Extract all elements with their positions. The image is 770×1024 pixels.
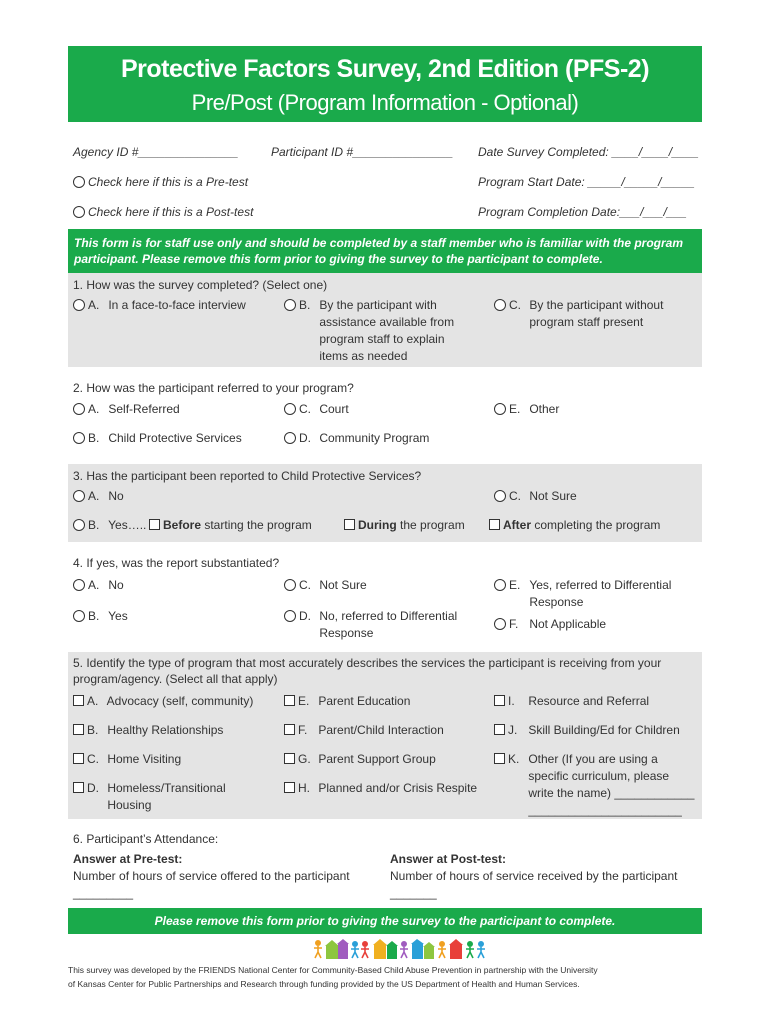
checkbox-square[interactable] — [344, 519, 355, 530]
footnote-line-1: This survey was developed by the FRIENDS National Center for Community-Based Child Abuse Prevention in partnership with the University — [68, 965, 598, 975]
option-label: Not Sure — [319, 578, 367, 592]
q5-option-j[interactable] — [494, 722, 680, 739]
question-4-section — [68, 550, 702, 650]
checkbox-square[interactable] — [284, 782, 295, 793]
option-label: Yes — [108, 609, 128, 623]
figures-graphic — [312, 938, 488, 960]
question-4-text: 4. If yes, was the report substantiated? — [73, 556, 280, 570]
question-5-text-cont: program/agency. (Select all that apply) — [73, 672, 278, 686]
option-letter: I. — [508, 694, 515, 708]
q2-option-c[interactable] — [284, 401, 349, 418]
option-label: Court — [319, 402, 349, 416]
during-label: During — [358, 518, 397, 532]
option-label: Parent Support Group — [318, 752, 436, 766]
pretest-hours-field[interactable]: _________ — [73, 886, 134, 900]
footnote-line-2: of Kansas Center for Public Partnerships and Research through funding provided by the US Department of Health and Human Services. — [68, 979, 580, 989]
option-label: Planned and/or Crisis Respite — [318, 781, 478, 795]
option-letter: E. — [509, 402, 521, 416]
checkbox-square[interactable] — [149, 519, 160, 530]
option-letter: H. — [298, 781, 310, 795]
q2-option-e[interactable] — [494, 401, 559, 418]
option-letter: D. — [299, 431, 311, 445]
checkbox-square[interactable] — [73, 724, 84, 735]
option-letter: C. — [299, 578, 311, 592]
option-label: No, referred to Differential — [319, 609, 458, 623]
option-letter: B. — [88, 609, 100, 623]
q4-option-d[interactable] — [284, 608, 457, 642]
radio-circle[interactable] — [284, 610, 296, 622]
friends-logo-figures — [312, 938, 488, 960]
option-letter: F. — [509, 617, 519, 631]
posttest-heading: Answer at Post-test: — [390, 852, 507, 866]
option-letter: B. — [88, 431, 100, 445]
option-letter: E. — [509, 578, 521, 592]
q2-option-a[interactable] — [73, 401, 180, 418]
option-letter: B. — [87, 723, 99, 737]
q5-option-k[interactable] — [494, 751, 694, 819]
radio-circle[interactable] — [494, 618, 506, 630]
option-label: specific curriculum, please — [528, 769, 670, 783]
radio-circle[interactable] — [73, 176, 85, 188]
question-5-section — [68, 652, 702, 819]
q5-option-e[interactable] — [284, 693, 410, 710]
posttest-label: Check here if this is a Post-test — [88, 205, 254, 219]
option-letter: A. — [87, 694, 99, 708]
staff-notice: This form is for staff use only and should be completed by a staff member who is familiar with the program participant. Please remove this form prior to giving the survey to the participant to complete. — [68, 229, 702, 273]
q5-option-g[interactable] — [284, 751, 436, 768]
radio-circle[interactable] — [73, 299, 85, 311]
option-label: Healthy Relationships — [107, 723, 224, 737]
posttest-hours-label: Number of hours of service received by the participant — [390, 869, 678, 883]
option-label: Not Applicable — [529, 617, 607, 631]
question-1-text: 1. How was the survey completed? (Select one) — [73, 278, 328, 292]
option-label: write the name) ____________ — [528, 786, 695, 800]
q3-option-a[interactable] — [73, 488, 124, 505]
option-label: Other (If you are using a — [528, 752, 658, 766]
page-subtitle: Pre/Post (Program Information - Optional) — [191, 90, 579, 115]
option-label: Parent/Child Interaction — [318, 723, 444, 737]
checkbox-square[interactable] — [73, 753, 84, 764]
option-letter: G. — [298, 752, 311, 766]
pretest-answer[interactable] — [73, 851, 350, 902]
option-letter: D. — [299, 609, 311, 623]
radio-circle[interactable] — [284, 432, 296, 444]
option-letter: C. — [87, 752, 99, 766]
radio-circle[interactable] — [494, 299, 506, 311]
option-letter: K. — [508, 752, 520, 766]
q1-option-b[interactable] — [284, 297, 454, 365]
option-label: Response — [529, 595, 584, 609]
before-label: Before — [163, 518, 202, 532]
option-letter: C. — [299, 402, 311, 416]
option-label: Self-Referred — [108, 402, 180, 416]
question-3-section — [68, 464, 702, 542]
during-suffix: the program — [396, 518, 465, 532]
question-2-text: 2. How was the participant referred to your program? — [73, 381, 354, 395]
agency-id-field[interactable]: Agency ID #_______________ — [73, 145, 239, 159]
option-label: Child Protective Services — [108, 431, 242, 445]
option-label: items as needed — [319, 349, 408, 363]
posttest-answer[interactable] — [390, 851, 677, 902]
page-title: Protective Factors Survey, 2nd Edition (PFS-2) — [120, 55, 650, 83]
option-letter: D. — [87, 781, 99, 795]
option-label: Skill Building/Ed for Children — [528, 723, 680, 737]
q5-option-i[interactable] — [494, 693, 649, 710]
q5-option-b[interactable] — [73, 722, 223, 739]
radio-circle[interactable] — [73, 490, 85, 502]
option-letter: A. — [88, 298, 100, 312]
question-3-text: 3. Has the participant been reported to Child Protective Services? — [73, 469, 422, 483]
checkbox-square[interactable] — [494, 753, 505, 764]
radio-circle[interactable] — [73, 579, 85, 591]
option-label: Yes, referred to Differential — [529, 578, 672, 592]
option-letter: A. — [88, 578, 100, 592]
q2-option-b[interactable] — [73, 430, 242, 447]
radio-circle[interactable] — [73, 610, 85, 622]
option-label: By the participant with — [319, 298, 437, 312]
option-label: No — [108, 489, 124, 503]
option-label: Other — [529, 402, 560, 416]
q5-option-f[interactable] — [284, 722, 444, 739]
radio-circle[interactable] — [73, 432, 85, 444]
radio-circle[interactable] — [73, 519, 85, 531]
radio-circle[interactable] — [494, 579, 506, 591]
radio-circle[interactable] — [284, 403, 296, 415]
checkbox-square[interactable] — [284, 753, 295, 764]
radio-circle[interactable] — [73, 206, 85, 218]
option-letter: B. — [88, 518, 100, 532]
q4-option-c[interactable] — [284, 577, 367, 594]
option-letter: C. — [509, 489, 521, 503]
option-label: Home Visiting — [107, 752, 182, 766]
program-completion-date-field[interactable]: Program Completion Date:___/___/___ — [478, 205, 687, 219]
title-banner — [68, 46, 702, 122]
option-letter: E. — [298, 694, 310, 708]
question-6-section — [68, 826, 702, 904]
checkbox-square[interactable] — [494, 724, 505, 735]
question-1-section — [68, 273, 702, 367]
option-label: assistance available from — [319, 315, 455, 329]
after-label: After — [503, 518, 532, 532]
option-label: Response — [319, 626, 374, 640]
option-letter: F. — [298, 723, 308, 737]
option-label: Homeless/Transitional — [107, 781, 226, 795]
q1-option-c[interactable] — [494, 297, 663, 331]
option-letter: A. — [88, 402, 100, 416]
checkbox-square[interactable] — [284, 695, 295, 706]
option-letter: A. — [88, 489, 100, 503]
q4-option-a[interactable] — [73, 577, 124, 594]
checkbox-square[interactable] — [73, 782, 84, 793]
question-6-text: 6. Participant’s Attendance: — [73, 832, 219, 846]
q5-option-c[interactable] — [73, 751, 181, 768]
question-5-text: 5. Identify the type of program that most accurately describes the services the participant is receiving from your — [73, 656, 662, 670]
radio-circle[interactable] — [494, 490, 506, 502]
q4-option-e[interactable] — [494, 577, 671, 611]
option-label: Yes….. — [108, 518, 147, 532]
checkbox-square[interactable] — [73, 695, 84, 706]
radio-circle[interactable] — [284, 579, 296, 591]
radio-circle[interactable] — [494, 403, 506, 415]
date-completed-field[interactable]: Date Survey Completed: ____/____/____ — [478, 145, 699, 159]
option-label: Community Program — [319, 431, 430, 445]
checkbox-square[interactable] — [494, 695, 505, 706]
q3-option-c[interactable] — [494, 488, 577, 505]
option-label: program staff present — [529, 315, 644, 329]
option-label: Resource and Referral — [528, 694, 650, 708]
checkbox-square[interactable] — [284, 724, 295, 735]
q3-during-checkbox[interactable] — [344, 517, 465, 534]
checkbox-square[interactable] — [489, 519, 500, 530]
pretest-option[interactable] — [73, 175, 248, 189]
q4-option-f[interactable] — [494, 616, 606, 633]
option-label: Not Sure — [529, 489, 577, 503]
q4-option-b[interactable] — [73, 608, 128, 625]
pretest-heading: Answer at Pre-test: — [73, 852, 183, 866]
q3-before-checkbox[interactable] — [149, 517, 312, 534]
participant-id-field[interactable]: Participant ID #_______________ — [271, 145, 454, 159]
pretest-hours-label: Number of hours of service offered to the participant — [73, 869, 350, 883]
q5-option-h[interactable] — [284, 780, 477, 797]
option-label: By the participant without — [529, 298, 664, 312]
posttest-option[interactable] — [73, 205, 253, 219]
q5-option-a[interactable] — [73, 693, 253, 710]
after-suffix: completing the program — [531, 518, 661, 532]
option-letter: C. — [509, 298, 521, 312]
program-start-date-field[interactable]: Program Start Date: _____/_____/_____ — [478, 175, 695, 189]
before-suffix: starting the program — [201, 518, 312, 532]
pretest-label: Check here if this is a Pre-test — [88, 175, 249, 189]
option-label: Housing — [107, 798, 152, 812]
q3-after-checkbox[interactable] — [489, 517, 660, 534]
option-label: No — [108, 578, 124, 592]
option-label: Parent Education — [318, 694, 411, 708]
radio-circle[interactable] — [284, 299, 296, 311]
radio-circle[interactable] — [73, 403, 85, 415]
remove-form-notice: Please remove this form prior to giving the survey to the participant to complete. — [68, 908, 702, 934]
option-label: _______________________ — [528, 803, 682, 817]
q2-option-d[interactable] — [284, 430, 429, 447]
option-label: In a face-to-face interview — [108, 298, 246, 312]
option-letter: B. — [299, 298, 311, 312]
option-label: Advocacy (self, community) — [106, 694, 254, 708]
q5-option-d[interactable] — [73, 780, 226, 814]
question-2-section — [68, 375, 702, 457]
q1-option-a[interactable] — [73, 297, 246, 314]
posttest-hours-field[interactable]: _______ — [390, 886, 437, 900]
q3-option-b[interactable] — [73, 517, 146, 534]
option-label: program staff to explain — [319, 332, 445, 346]
option-letter: J. — [508, 723, 518, 737]
